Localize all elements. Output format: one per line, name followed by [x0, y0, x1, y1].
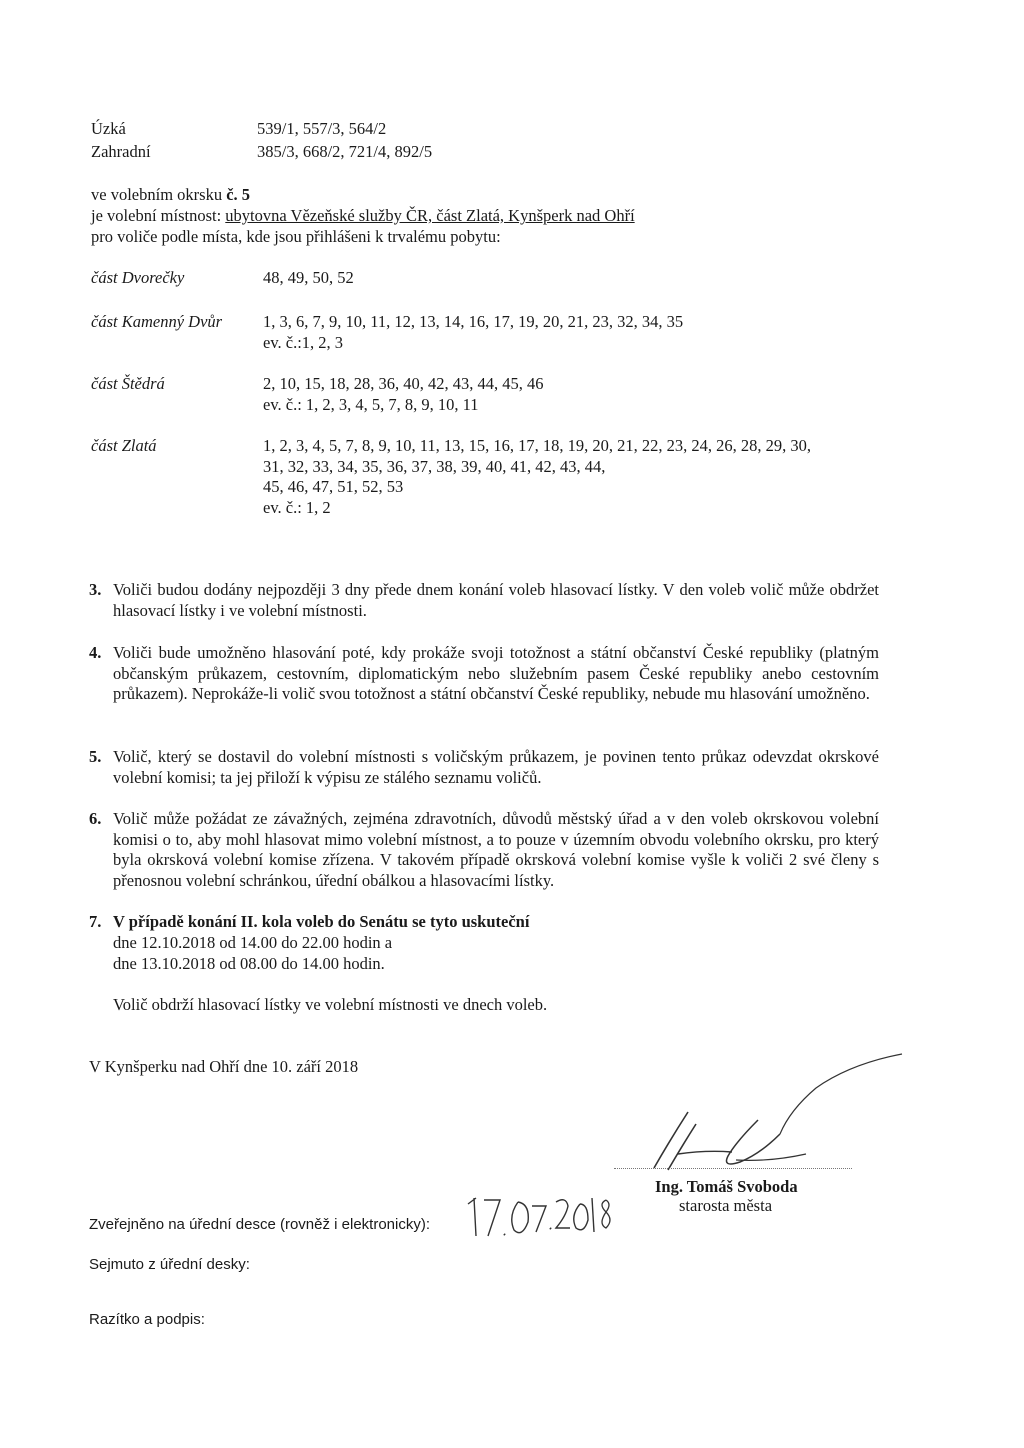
- point-number: 7.: [89, 912, 102, 931]
- part-numbers-line: 1, 2, 3, 4, 5, 7, 8, 9, 10, 11, 13, 15, 16, 17, 18, 19, 20, 21, 22, 23, 24, 26, 28, 29, 30,: [263, 436, 812, 455]
- street-name: Úzká: [91, 119, 126, 138]
- part-numbers-line: 31, 32, 33, 34, 35, 36, 37, 38, 39, 40, 41, 42, 43, 44,: [263, 456, 606, 476]
- part-numbers-line: 45, 46, 47, 51, 52, 53: [263, 477, 404, 496]
- signature-image: [640, 1050, 910, 1180]
- published-label: Zveřejněno na úřední desce (rovněž i elektronicky):: [89, 1216, 431, 1233]
- signatory-role: starosta města: [679, 1196, 773, 1215]
- point-number: 6.: [89, 809, 102, 828]
- part-numbers-line: ev. č.: 1, 2: [263, 497, 331, 517]
- part-numbers: [263, 268, 354, 289]
- stamp-label: Razítko a podpis:: [89, 1311, 205, 1328]
- point-number: 5.: [89, 747, 102, 766]
- published-date-handwritten: [466, 1192, 616, 1240]
- part-name: část Štědrá: [91, 374, 165, 393]
- district-prefix: ve volebním okrsku: [91, 185, 223, 204]
- removed-label: Sejmuto z úřední desky:: [89, 1256, 250, 1273]
- street-parcels: 539/1, 557/3, 564/2: [257, 119, 387, 138]
- point-text: Voliči budou dodány nejpozději 3 dny přede dnem konání voleb hlasovací lístky. V den voleb volič může obdržet hlasovací lístky i ve volební místnosti.: [113, 580, 879, 620]
- district-line: [91, 185, 250, 205]
- district-number: č. 5: [226, 185, 251, 204]
- part-numbers: [263, 312, 683, 353]
- part-numbers-line: 1, 3, 6, 7, 9, 10, 11, 12, 13, 14, 16, 17, 19, 20, 21, 23, 32, 34, 35: [263, 312, 684, 331]
- street-name: Zahradní: [91, 142, 151, 161]
- part-numbers-line: ev. č.: 1, 2, 3, 4, 5, 7, 8, 9, 10, 11: [263, 394, 479, 414]
- part-numbers-line: 48, 49, 50, 52: [263, 268, 354, 287]
- part-numbers: [263, 436, 811, 518]
- part-numbers-line: ev. č.:1, 2, 3: [263, 332, 344, 352]
- polling-room-place: ubytovna Vězeňské služby ČR, část Zlatá, Kynšperk nad Ohří: [225, 206, 635, 225]
- part-name: část Dvorečky: [91, 268, 185, 287]
- ballot-note: Volič obdrží hlasovací lístky ve volební místnosti ve dnech voleb.: [113, 995, 548, 1014]
- part-name: část Zlatá: [91, 436, 157, 455]
- senate-heading: V případě konání II. kola voleb do Senátu se tyto uskuteční: [113, 912, 530, 931]
- voters-line: pro voliče podle místa, kde jsou přihlášeni k trvalému pobytu:: [91, 227, 501, 246]
- place-date: V Kynšperku nad Ohří dne 10. září 2018: [89, 1057, 359, 1076]
- point-text: Volič, který se dostavil do volební místnosti s voličským průkazem, je povinen tento průkaz odevzdat okrskové volební komisi; ta jej přiloží k výpisu ze stálého seznamu voličů.: [113, 747, 879, 787]
- signature-line: [614, 1168, 852, 1169]
- part-numbers: [263, 374, 544, 415]
- polling-room-prefix: je volební místnost:: [91, 206, 222, 225]
- point-text: Voliči bude umožněno hlasování poté, kdy prokáže svoji totožnost a státní občanství České republiky (platným občanským průkazem, cestovním, diplomatickým nebo služebním pasem České republiky anebo cestovním průkazem). Neprokáže-li volič svou totožnost a státní občanství České republiky, nebude mu hlasování umožněno.: [113, 643, 879, 703]
- senate-date-line: dne 12.10.2018 od 14.00 do 22.00 hodin a: [113, 933, 393, 952]
- point-number: 4.: [89, 643, 102, 662]
- polling-room-line: [91, 206, 635, 226]
- point-number: 3.: [89, 580, 102, 599]
- street-parcels: 385/3, 668/2, 721/4, 892/5: [257, 142, 433, 161]
- part-numbers-line: 2, 10, 15, 18, 28, 36, 40, 42, 43, 44, 45, 46: [263, 374, 544, 393]
- senate-date-line: dne 13.10.2018 od 08.00 do 14.00 hodin.: [113, 954, 385, 973]
- part-name: část Kamenný Dvůr: [91, 312, 223, 331]
- signatory-name: Ing. Tomáš Svoboda: [655, 1177, 798, 1196]
- point-text: Volič může požádat ze závažných, zejména zdravotních, důvodů městský úřad a v den voleb okrskovou volební komisi o to, aby mohl hlasovat mimo volební místnost, a to pouze v územním obvodu volebního okrsku, pro který byla okrsková volební komise zřízena. V takovém případě okrsková volební komise vyšle k voliči 2 své členy s přenosnou volební schránkou, úřední obálkou a hlasovacími lístky.: [113, 809, 879, 890]
